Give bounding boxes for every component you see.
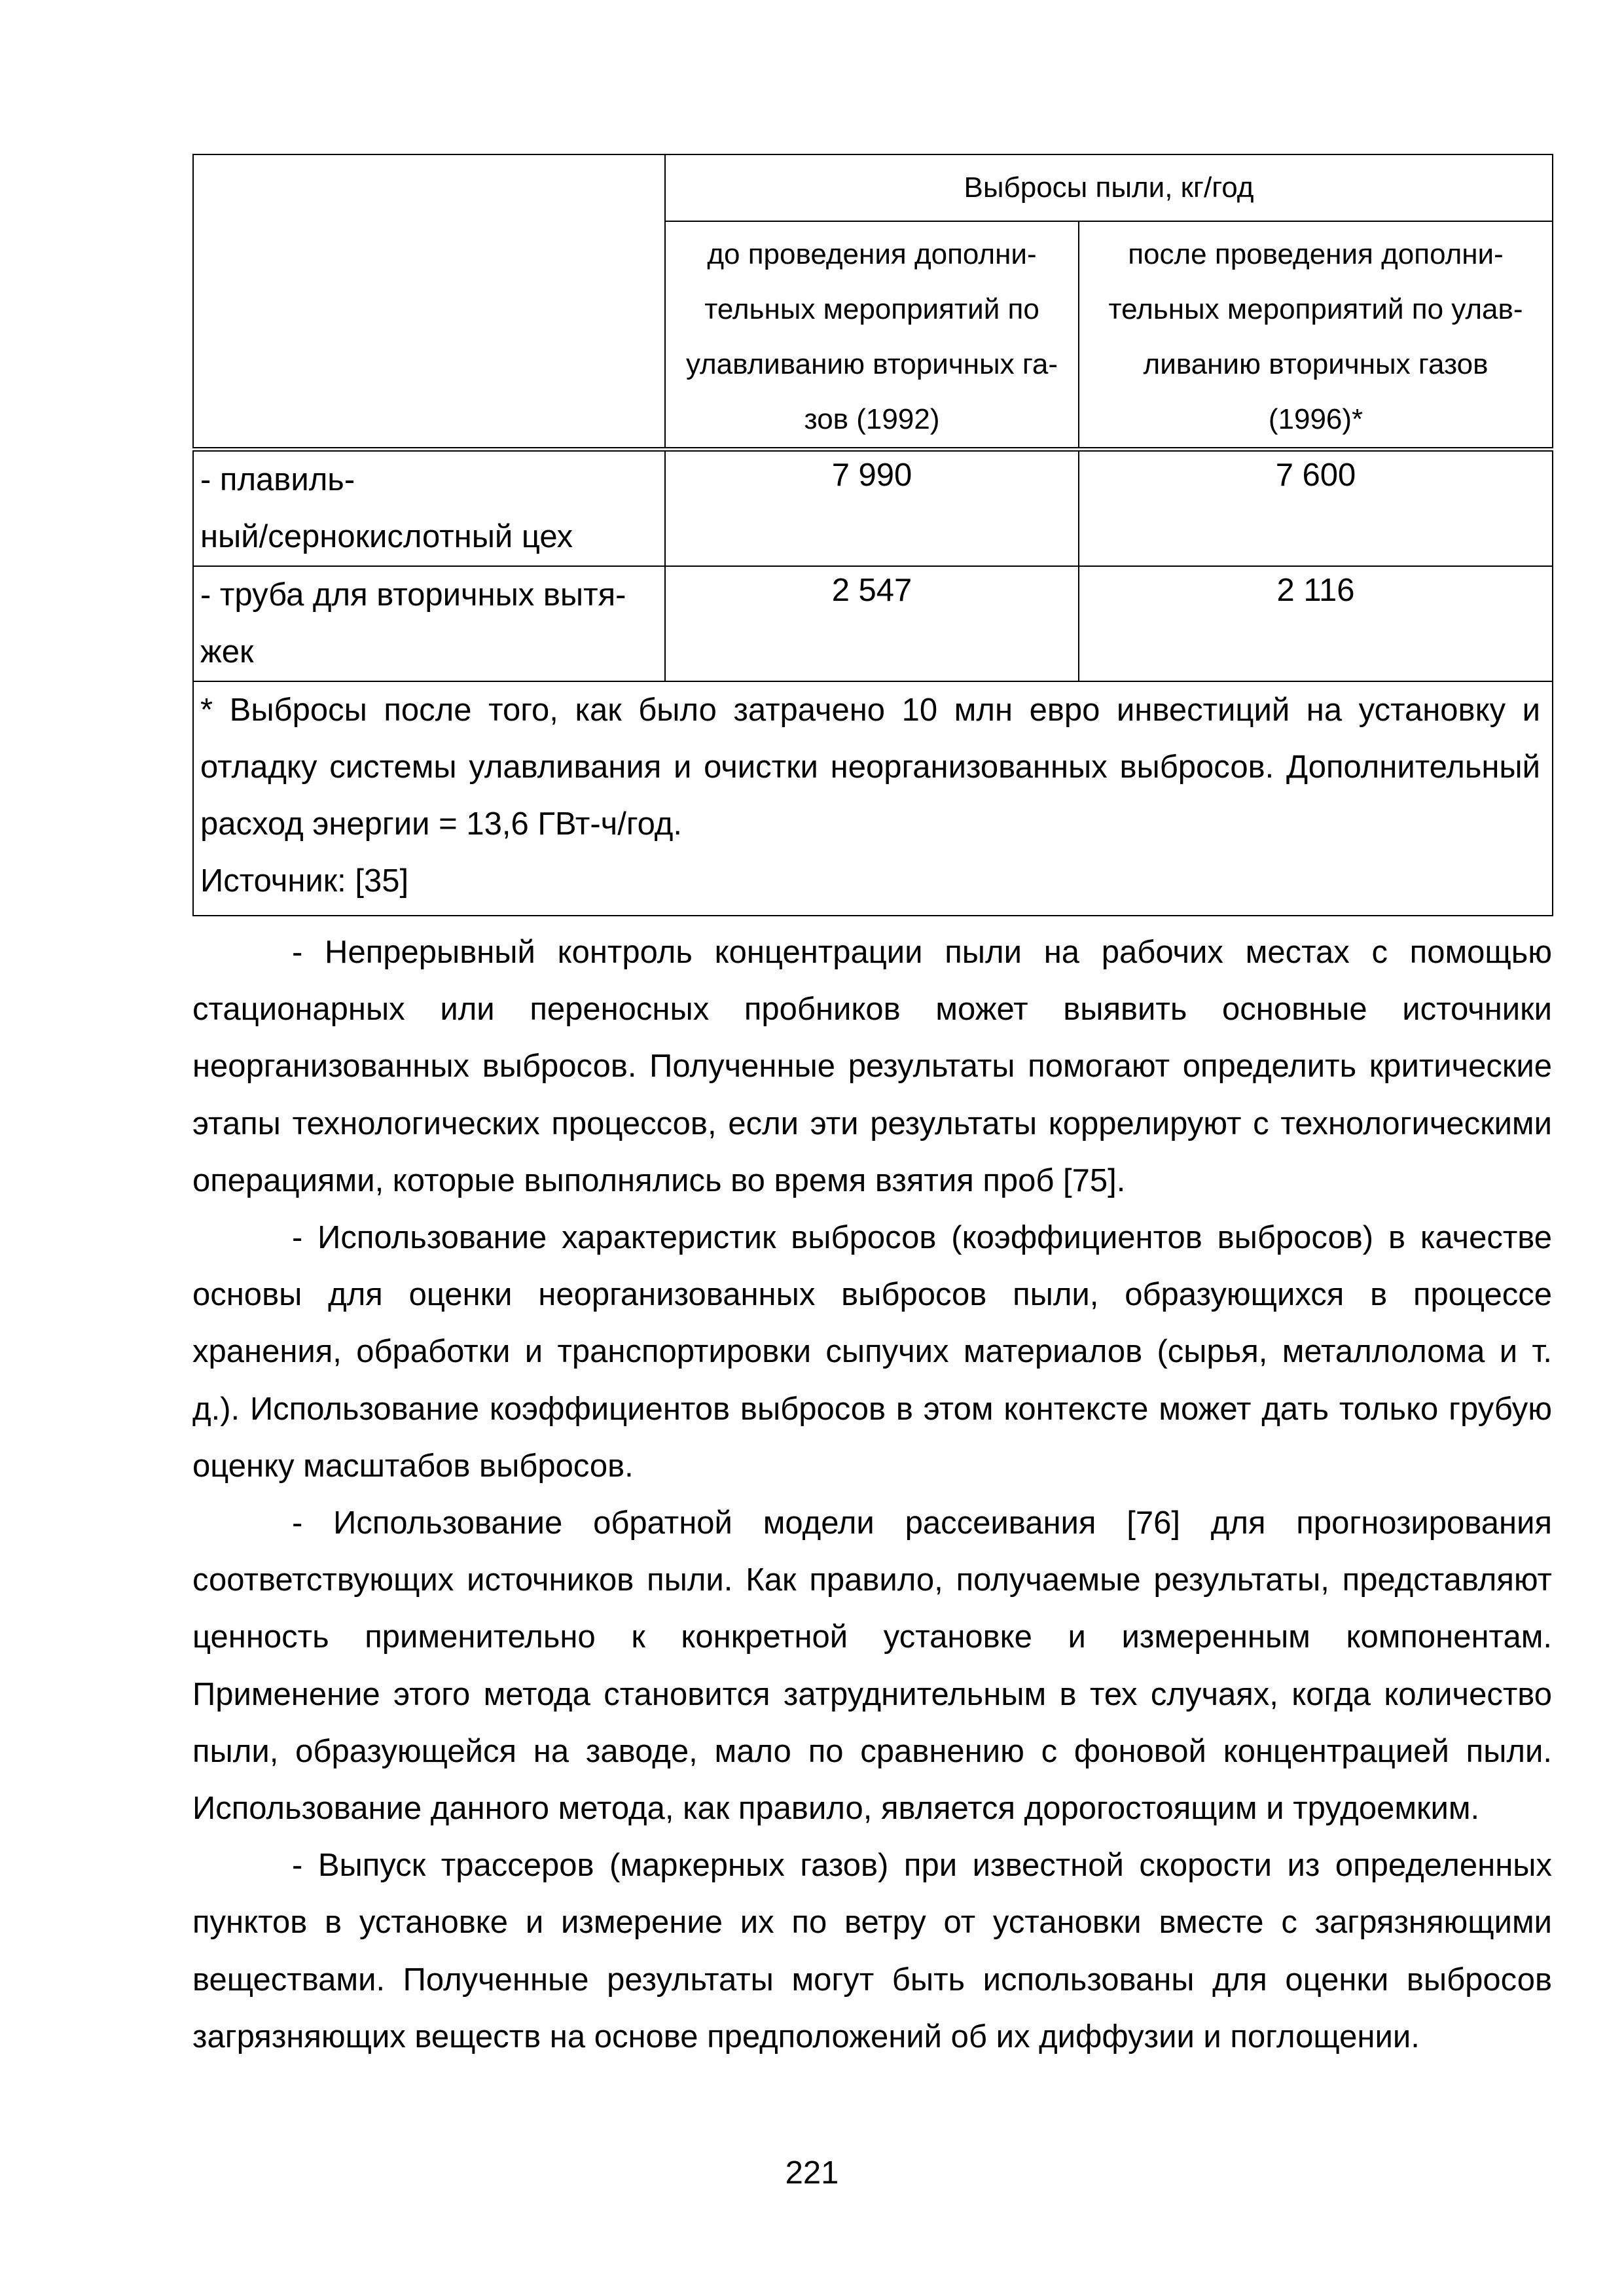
header-before-cell: [665, 221, 1079, 450]
row-label-line: - труба для вторичных вытя-: [200, 577, 626, 613]
header-group-label: Выбросы пыли, кг/год: [964, 171, 1254, 204]
header-group-cell: [665, 154, 1553, 221]
header-empty-cell: [193, 154, 665, 450]
header-after-line: ливанию вторичных газов: [1143, 348, 1489, 380]
header-after-line: (1996)*: [1268, 403, 1363, 435]
page-number: 221: [785, 2155, 839, 2191]
body-text: [192, 924, 1552, 2066]
paragraph: - Использование характеристик выбросов (коэффициентов выбросов) в качестве основы для оценки неорганизованных выбросов пыли, образующихся в процессе хранения, обработки и транспортировки сыпучих материалов (сырья, металлолома и т. д.). Использование коэффициентов выбросов в этом контексте может дать только грубую оценку масштабов выбросов.: [192, 1220, 1552, 1484]
table-note-cell: [193, 681, 1553, 916]
row-label-line: - плавиль-: [200, 462, 355, 497]
table-row: [193, 566, 1553, 681]
table-header-row: [193, 154, 1553, 221]
row-label-line: ный/сернокислотный цех: [200, 519, 573, 554]
table-row: [193, 450, 1553, 567]
header-after-line: тельных мероприятий по улав-: [1108, 293, 1523, 325]
paragraph: - Выпуск трассеров (маркерных газов) при известной скорости из определенных пунктов в установке и измерение их по ветру от установки вместе с загрязняющими веществами. Полученные результаты могут быть использованы для оценки выбросов загрязняющих веществ на основе предположений об их диффузии и поглощении.: [192, 1848, 1552, 2054]
paragraph: - Использование обратной модели рассеивания [76] для прогнозирования соответствующих источников пыли. Как правило, получаемые результаты, представляют ценность применительно к конкретной установке и измеренным компонентам. Применение этого метода становится затруднительным в тех случаях, когда количество пыли, образующейся на заводе, мало по сравнению с фоновой концентрацией пыли. Использование данного метода, как правило, является дорогостоящим и трудоемким.: [192, 1505, 1552, 1827]
row-label-cell: [193, 450, 665, 567]
row-before-value: 2 547: [665, 566, 1079, 681]
row-after-value: 7 600: [1079, 450, 1553, 567]
row-after-value: 2 116: [1079, 566, 1553, 681]
header-before-label: [666, 222, 1078, 447]
row-label-line: жек: [200, 634, 254, 670]
table-footnote: * Выбросы после того, как было затрачено 10 млн евро инвестиций на установку и отладку системы улавливания и очистки неорганизованных выбросов. Дополнительный расход энергии = 13,6 ГВт-ч/год.: [200, 692, 1540, 842]
header-before-line: тельных мероприятий по: [704, 293, 1039, 325]
header-after-line: после проведения дополни-: [1128, 238, 1504, 270]
row-label-cell: [193, 566, 665, 681]
paragraph: - Непрерывный контроль концентрации пыли на рабочих местах с помощью стационарных или переносных пробников может выявить основные источники неорганизованных выбросов. Полученные результаты помогают определить критические этапы технологических процессов, если эти результаты коррелируют с технологическими операциями, которые выполнялись во время взятия проб [75].: [192, 935, 1552, 1198]
header-before-line: улавливанию вторичных га-: [685, 348, 1058, 380]
header-before-line: зов (1992): [804, 403, 940, 435]
table-source: Источник: [35]: [200, 863, 409, 899]
row-before-value: 7 990: [665, 450, 1079, 567]
header-after-label: [1079, 222, 1552, 447]
table-note-row: [193, 681, 1553, 916]
header-after-cell: [1079, 221, 1553, 450]
header-before-line: до проведения дополни-: [707, 238, 1037, 270]
emissions-table: [192, 154, 1553, 916]
